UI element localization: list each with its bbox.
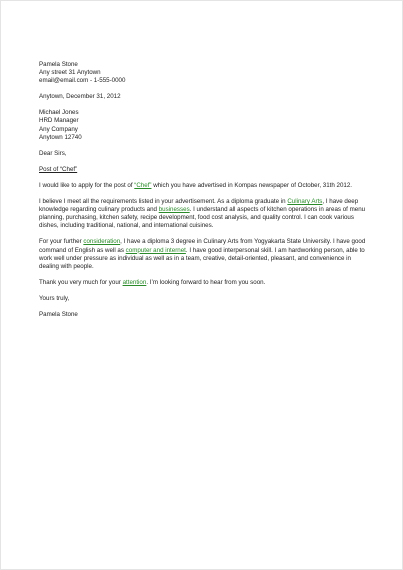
closing [39, 295, 369, 303]
recipient-company: Any Company [39, 125, 78, 133]
salutation [39, 150, 369, 158]
subject-text: Post of “Chef” [39, 165, 78, 173]
date-line: Anytown, December 31, 2012 [39, 93, 121, 101]
paragraph-1-text-a: I would like to apply for the post of [39, 181, 135, 189]
sender-address [39, 61, 369, 85]
businesses-link[interactable]: businesses [158, 206, 190, 214]
closing-text: Yours truly, [39, 294, 70, 302]
paragraph-4 [39, 279, 369, 287]
computer-and-internet-link[interactable]: computer and internet [125, 246, 186, 254]
paragraph-3-text-b: , I have a diploma 3 degree in Culinary Arts from Yogyakarta State University. I have good command of English as well as [39, 238, 366, 254]
paragraph-4-text-b: . I’m looking forward to hear from you soon. [146, 278, 266, 286]
paragraph-2-text-b: , I have deep knowledge regarding culinary products and [39, 198, 359, 214]
consideration-link[interactable]: consideration [83, 238, 121, 246]
cover-letter [39, 61, 369, 327]
chef-link[interactable]: “Chef” [134, 181, 152, 189]
signature-name: Pamela Stone [39, 310, 78, 318]
culinary-arts-link[interactable]: Culinary Arts [287, 198, 323, 206]
paragraph-3-text-c: . I have good interpersonal skill. I am hardworking person, able to work well under pressure as individual as well as in a team, creative, detail-oriented, pleasant, and convenience in dealing with people. [39, 246, 365, 270]
sender-street: Any street 31 Anytown [39, 69, 101, 77]
signature [39, 311, 369, 319]
letter-date [39, 93, 369, 101]
paragraph-2-text-c: . I understand all aspects of kitchen operations in areas of menu planning, purchasing, kitchen safety, recipe development, food cost analysis, and quality control. I can cook various dishes, including traditional, national, and international cuisines. [39, 206, 366, 230]
recipient-title: HRD Manager [39, 117, 79, 125]
paragraph-4-text-a: Thank you very much for your [39, 278, 123, 286]
sender-name: Pamela Stone [39, 61, 78, 68]
paragraph-2 [39, 198, 369, 230]
recipient-address [39, 109, 369, 141]
attention-link[interactable]: attention [122, 278, 147, 286]
recipient-name: Michael Jones [39, 109, 79, 117]
paragraph-2-text-a: I believe I meet all the requirements listed in your advertisement. As a diploma graduate in [39, 198, 288, 206]
recipient-city: Anytown 12740 [39, 133, 82, 141]
sender-contact: email@email.com - 1-555-0000 [39, 77, 126, 85]
paragraph-3-text-a: For your further [39, 238, 84, 246]
paragraph-3 [39, 238, 369, 270]
paragraph-1 [39, 182, 369, 190]
salutation-text: Dear Sirs, [39, 149, 67, 157]
subject [39, 166, 369, 174]
paragraph-1-text-b: which you have advertised in Kompas newspaper of October, 31th 2012. [151, 181, 353, 189]
